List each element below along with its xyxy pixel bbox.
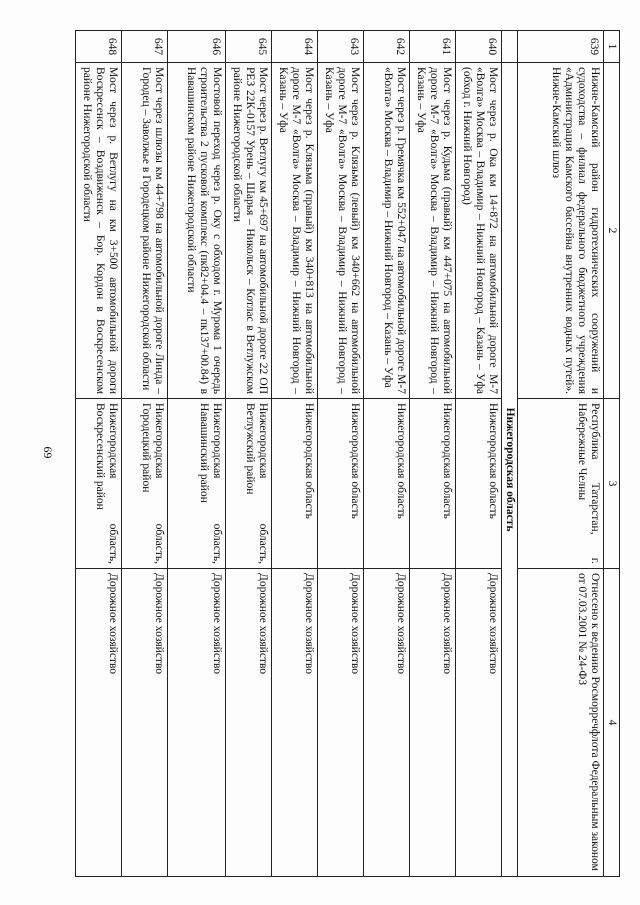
object-name: Мостовой переход через р. Оку с обходом г. Мурома 1 очередь строительства 2 пусковой комплекс (пк82+04.4 – пк137+00.84) в Навашинском районе Нижегородской области	[168, 63, 226, 399]
table-row	[272, 31, 318, 877]
column-header-1: 1	[604, 31, 620, 63]
table-row	[364, 31, 410, 877]
region-heading-row	[502, 31, 518, 877]
object-category: Дорожное хозяйство	[122, 569, 168, 877]
row-number: 644	[272, 31, 318, 63]
object-category: Дорожное хозяйство	[410, 569, 456, 877]
table-row	[226, 31, 272, 877]
row-number: 648	[76, 31, 122, 63]
object-name: Мост через р. Ока км 14+872 на автомобильной дороге М-7 «Волга» Москва – Владимир – Нижний Новгород – Казань – Уфа (обход г. Нижний Новгород)	[456, 63, 502, 399]
region-heading-spacer	[502, 31, 518, 63]
object-name: Мост через р. Кудьма (правый) км 447+075 на автомобильной дороге М-7 «Волга» Москва – Владимир – Нижний Новгород – Казань – Уфа	[410, 63, 456, 399]
page-number: 69	[40, 446, 55, 459]
region-heading: Нижегородская область	[502, 63, 518, 877]
object-location: Нижегородская область	[272, 399, 318, 569]
column-header-2: 2	[604, 63, 620, 399]
object-location: Нижегородская область, Навашинский район	[168, 399, 226, 569]
table-row	[122, 31, 168, 877]
row-number: 640	[456, 31, 502, 63]
row-number: 643	[318, 31, 364, 63]
row-number: 642	[364, 31, 410, 63]
table-header-row	[604, 31, 620, 877]
column-header-4: 4	[604, 569, 620, 877]
object-name: Мост через р. Гремячка км 552+047 на автомобильной дороге М-7 «Волга» Москва – Владимир – Нижний Новгород – Казань – Уфа	[364, 63, 410, 399]
object-name: Мост через р. Ветлугу на км 3+500 автомобильной дороги Воскресенск – Воздвиженск – Бор. Кордон в Воскресенском районе Нижегородской области	[76, 63, 122, 399]
rotated-table-wrapper	[80, 30, 620, 876]
object-category: Дорожное хозяйство	[456, 569, 502, 877]
table-row	[318, 31, 364, 877]
object-location: Нижегородская область, Ветлужский район	[226, 399, 272, 569]
row-number: 647	[122, 31, 168, 63]
object-location: Нижегородская область	[318, 399, 364, 569]
object-category: Дорожное хозяйство	[168, 569, 226, 877]
object-category: Дорожное хозяйство	[364, 569, 410, 877]
row-number: 646	[168, 31, 226, 63]
table-row	[410, 31, 456, 877]
object-location: Нижегородская область	[456, 399, 502, 569]
object-category: Дорожное хозяйство	[76, 569, 122, 877]
table-row	[76, 31, 122, 877]
row-number: 641	[410, 31, 456, 63]
table-row	[456, 31, 502, 877]
row-number: 639	[518, 31, 604, 63]
object-location: Нижегородская область	[410, 399, 456, 569]
object-name: Мост через р. Клязьма (правый) км 340+813 на автомобильной дороге М-7 «Волга» Москва – Владимир – Нижний Новгород – Казань – Уфа	[272, 63, 318, 399]
object-category: Дорожное хозяйство	[318, 569, 364, 877]
object-category: Дорожное хозяйство	[226, 569, 272, 877]
object-location: Нижегородская область, Городецкий район	[122, 399, 168, 569]
table-row	[168, 31, 226, 877]
object-location: Республика Татарстан, г. Набережные Челны	[518, 399, 604, 569]
object-name: Мост через шлюзы км 44+798 на автомобильной дороге Линда – Городец – Заволжье в Городецком районе Нижегородской области	[122, 63, 168, 399]
row-number: 645	[226, 31, 272, 63]
table-row	[518, 31, 604, 877]
object-name: Мост через р. Ветлугу км 45+697 на автомобильной дороге 22 ОП РЕЗ 22К-0157 Урень – Шарья – Никольск – Котлас в Ветлужском районе Нижегородской области	[226, 63, 272, 399]
objects-table	[75, 30, 620, 877]
object-category: Отнесено к ведению Росморречфлота Федеральным законом от 07.03.2001 № 24-ФЗ	[518, 569, 604, 877]
column-header-3: 3	[604, 399, 620, 569]
table-body	[76, 31, 502, 877]
object-location: Нижегородская область, Воскресенский район	[76, 399, 122, 569]
object-category: Дорожное хозяйство	[272, 569, 318, 877]
object-name: Нижне-Камский район гидротехнических сооружений и судоходства – филиал федерального бюджетного учреждения «Администрация Камского бассейна внутренних водных путей». Нижне-Камский шлюз	[518, 63, 604, 399]
object-location: Нижегородская область	[364, 399, 410, 569]
object-name: Мост через р. Клязьма (левый) км 340+662 на автомобильной дороге М-7 «Волга» Москва – Владимир – Нижний Новгород – Казань – Уфа	[318, 63, 364, 399]
